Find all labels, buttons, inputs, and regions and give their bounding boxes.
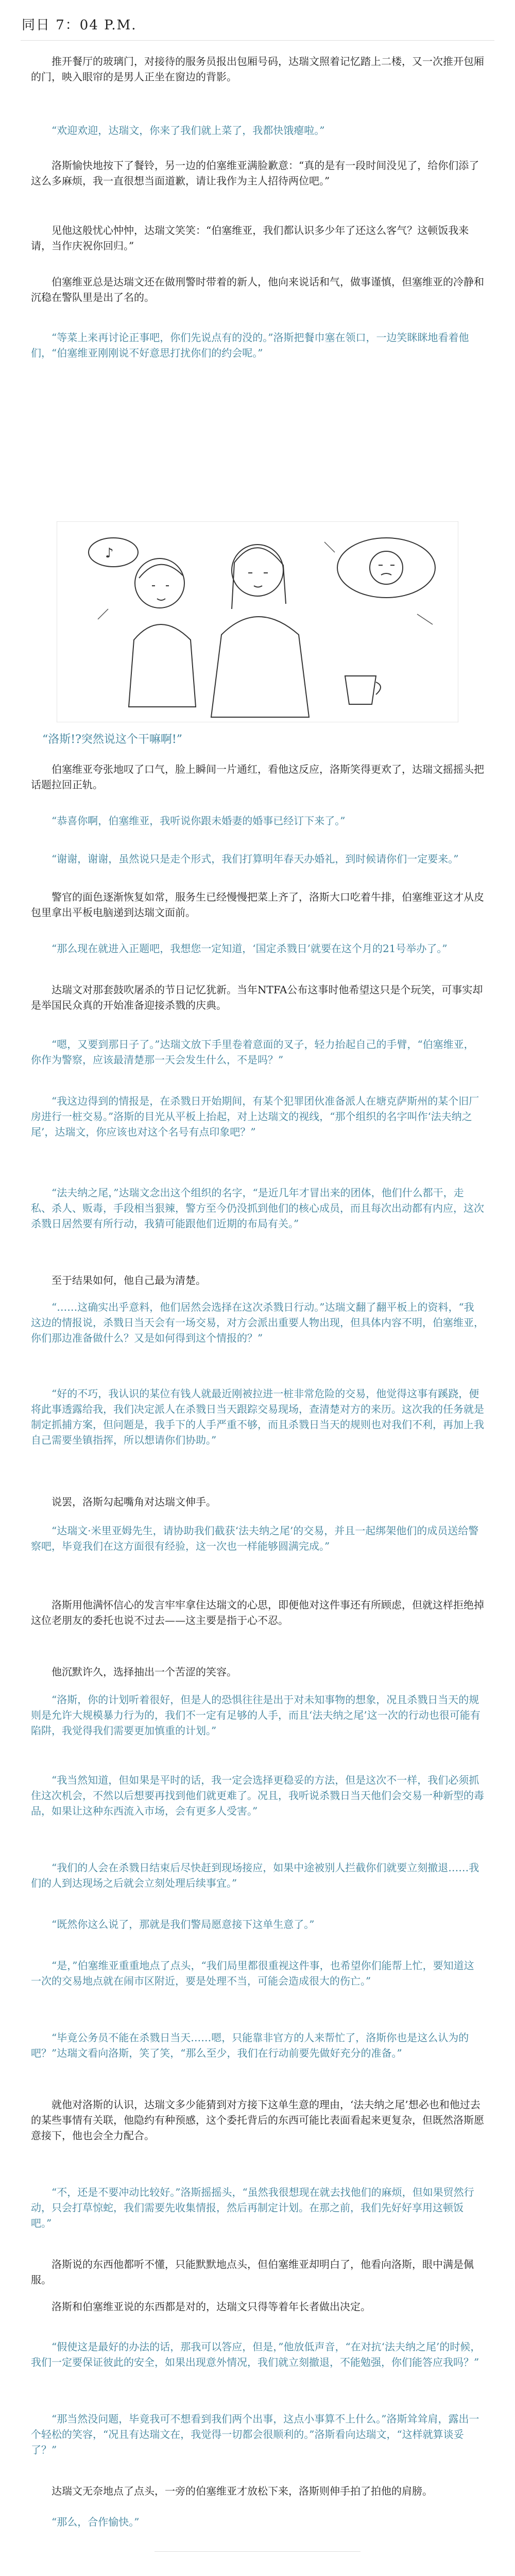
paragraph-16: 至于结果如何，他自己最为清楚。 [52, 1274, 206, 1286]
speech-bubble-right [337, 538, 435, 598]
paragraph-8: “恭喜你啊，伯塞维亚，我听说你跟未婚妻的婚事已经订下来了。” [52, 815, 346, 827]
paragraph-21: 洛斯用他满怀信心的发言牢牢拿住达瑞文的心思，即便他对这件事还有所顾虑，但就这样拒绝掉这位老朋友的委托也说不过去——这主要是指于心不忍。 [31, 1599, 484, 1626]
paragraph-32: 洛斯和伯塞维亚说的东西都是对的，达瑞文只得等着年长者做出决定。 [52, 2300, 371, 2313]
paragraph-28: “毕竟公务员不能在杀戮日当天……嗯，只能靠非官方的人来帮忙了，洛斯你也是这么认为的吧？”达瑞文看向洛斯，笑了笑，“那么至少，我们在行动前要先做好充分的准备。” [31, 2031, 469, 2059]
paragraph-23: “洛斯，你的计划听着很好，但是人的恐惧往往是出于对未知事物的想象，况且杀戮日当天的规则是允许大规模暴力行为的，我们不一定有足够的人手，而且‘法夫纳之尾’这一次的行动也很可能有陷阱，我觉得我们需要更加慎重的计划。” [31, 1693, 480, 1737]
section-end-divider [154, 2551, 360, 2552]
paragraph-33: “假使这是最好的办法的话，那我可以答应，但是，”他放低声音，“在对抗‘法夫纳之尾’的时候，我们一定要保证彼此的安全，如果出现意外情况，我们就立刻撤退，不能勉强，你们能答应我吗？” [31, 2341, 481, 2368]
paragraph-25: “我们的人会在杀戮日结束后尽快赶到现场接应，如果中途被别人拦截你们就要立刻撤退……我们的人到达现场之后就会立刻处理后续事宜。” [31, 1861, 479, 1889]
paragraph-26: “既然你这么说了，那就是我们警局愿意接下这单生意了。” [52, 1918, 315, 1930]
paragraph-7: 伯塞维亚夸张地叹了口气，脸上瞬间一片通红，看他这反应，洛斯笑得更欢了，达瑞文摇摇头把话题拉回正轨。 [31, 763, 484, 791]
paragraph-34: “那当然没问题，毕竟我可不想看到我们两个出事，这点小事算不上什么。”洛斯耸耸肩，露出一个轻松的笑容，“况且有达瑞文在，我觉得一切都会很顺利的。”洛斯看向达瑞文，“这样就算谈妥了？” [31, 2413, 479, 2456]
paragraph-3: 洛斯愉快地按下了餐铃，另一边的伯塞维亚满脸歉意：“真的是有一段时间没见了，给你们添了这么多麻烦，我一直很想当面道歉，请让我作为主人招待两位吧。” [31, 159, 479, 187]
paragraph-4: 见他这般忧心忡忡，达瑞文笑笑：“伯塞维亚，我们都认识多少年了还这么客气？这顿饭我来请，当作庆祝你回归。” [31, 224, 469, 252]
svg-text:♪: ♪ [105, 546, 114, 561]
paragraph-17: “……这确实出乎意料，他们居然会选择在这次杀戮日行动。”达瑞文翻了翻平板上的资料，“我这边的情报说，杀戮日当天会有一场交易，对方会派出重要人物出现，但具体内容不明，伯塞维亚，你们那边准备做什么？又是如何得到这个情报的？” [31, 1301, 484, 1344]
paragraph-5: 伯塞维亚总是达瑞文还在做刑警时带着的新人，他向来说话和气，做事谨慎，但塞维亚的冷静和沉稳在警队里是出了名的。 [31, 276, 484, 303]
paragraph-22: 他沉默许久，选择抽出一个苦涩的笑容。 [52, 1666, 237, 1678]
paragraph-10: 警官的面色逐渐恢复如常，服务生已经慢慢把菜上齐了，洛斯大口吃着牛排，伯塞维亚这才从皮包里拿出平板电脑递到达瑞文面前。 [31, 891, 484, 919]
paragraph-1: 推开餐厅的玻璃门，对接待的服务员报出包厢号码，达瑞文照着记忆踏上二楼，又一次推开包厢的门，映入眼帘的是男人正坐在窗边的背影。 [31, 55, 484, 83]
illustration-caption: “洛斯!?突然说这个干嘛啊!” [42, 733, 182, 746]
paragraph-24: “我当然知道，但如果是平时的话，我一定会选择更稳妥的方法，但是这次不一样，我们必须抓住这次机会，不然以后想要再找到他们就更难了。况且，我听说杀戮日当天他们会交易一种新型的毒品，如果让这种东西流入市场，会有更多人受害。” [31, 1774, 484, 1817]
paragraph-12: 达瑞文对那套鼓吹屠杀的节日记忆犹新。当年NTFA公布这事时他希望这只是个玩笑，可事实却是举国民众真的开始准备迎接杀戮的庆典。 [31, 984, 483, 1011]
chapter-time-header: 同日 7：04 P.M. [22, 18, 137, 33]
paragraph-29: 就他对洛斯的认识，达瑞文多少能猜到对方接下这单生意的理由，‘法夫纳之尾’想必也和他过去的某些事情有关联，他隐约有种预感，这个委托背后的东西可能比表面看起来更复杂，但既然洛斯愿意接下，他也会全力配合。 [31, 2098, 484, 2142]
paragraph-15: “法夫纳之尾，”达瑞文念出这个组织的名字，“是近几年才冒出来的团体，他们什么都干，走私、杀人、贩毒，手段相当狠辣，警方至今仍没抓到他们的核心成员，而且每次出动都有内应，这次杀戮日居然要有所行动，我猜可能跟他们近期的布局有关。” [31, 1187, 484, 1230]
paragraph-18: “好的不巧，我认识的某位有钱人就最近刚被拉进一桩非常危险的交易，他觉得这事有蹊跷，便将此事透露给我，我们决定派人在杀戮日当天跟踪交易现场，查清楚对方的来历。这次我的任务就是制定抓捕方案，但问题是，我手下的人手严重不够，而且杀戮日当天的规则也对我们不利，再加上我自己需要坐镇指挥，所以想请你们协助。” [31, 1387, 484, 1446]
paragraph-2: “欢迎欢迎，达瑞文，你来了我们就上菜了，我都快饿瘪啦。” [52, 124, 325, 137]
paragraph-14: “我这边得到的情报是，在杀戮日开始期间，有某个犯罪团伙准备派人在塘克萨斯州的某个旧厂房进行一桩交易。”洛斯的目光从平板上抬起，对上达瑞文的视线，“那个组织的名字叫作‘法夫纳之尾’，达瑞文，你应该也对这个名号有点印象吧？” [31, 1095, 479, 1138]
illustration-panel [57, 521, 458, 722]
paragraph-35: 达瑞文无奈地点了点头，一旁的伯塞维亚才放松下来，洛斯则伸手拍了拍他的肩膀。 [52, 2485, 433, 2497]
paragraph-9: “谢谢，谢谢，虽然说只是走个形式，我们打算明年春天办婚礼，到时候请你们一定要来。” [52, 853, 459, 865]
paragraph-13: “嗯，又要到那日子了。”达瑞文放下手里卷着意面的叉子，轻力抬起自己的手臂，“伯塞维亚，你作为警察，应该最清楚那一天会发生什么，不是吗？” [31, 1038, 474, 1066]
paragraph-27: “是，”伯塞维亚重重地点了点头，“我们局里都很重视这件事，也希望你们能帮上忙，要知道这一次的交易地点就在闹市区附近，要是处理不当，可能会造成很大的伤亡。” [31, 1959, 474, 1987]
paragraph-36: “那么，合作愉快。” [52, 2516, 140, 2528]
paragraph-11: “那么现在就进入正题吧，我想您一定知道，‘国定杀戮日’就要在这个月的21号举办了。” [52, 942, 448, 955]
paragraph-19: 说罢，洛斯勾起嘴角对达瑞文伸手。 [52, 1496, 216, 1508]
header-divider [21, 40, 494, 41]
paragraph-30: “不，还是不要冲动比较好。”洛斯摇摇头，“虽然我很想现在就去找他们的麻烦，但如果贸然行动，只会打草惊蛇，我们需要先收集情报，然后再制定计划。在那之前，我们先好好享用这顿饭吧。” [31, 2186, 474, 2229]
paragraph-20: “达瑞文·米里亚姆先生，请协助我们截获‘法夫纳之尾’的交易，并且一起绑架他们的成员送给警察吧，毕竟我们在这方面很有经验，这一次也一样能够圆满完成。” [31, 1524, 479, 1552]
paragraph-6: “等菜上来再讨论正事吧，你们先说点有的没的。”洛斯把餐巾塞在领口，一边笑眯眯地看着他们，“伯塞维亚刚刚说不好意思打扰你们的约会呢。” [31, 331, 469, 359]
paragraph-31: 洛斯说的东西他都听不懂，只能默默地点头，但伯塞维亚却明白了，他看向洛斯，眼中满是佩服。 [31, 2258, 474, 2286]
